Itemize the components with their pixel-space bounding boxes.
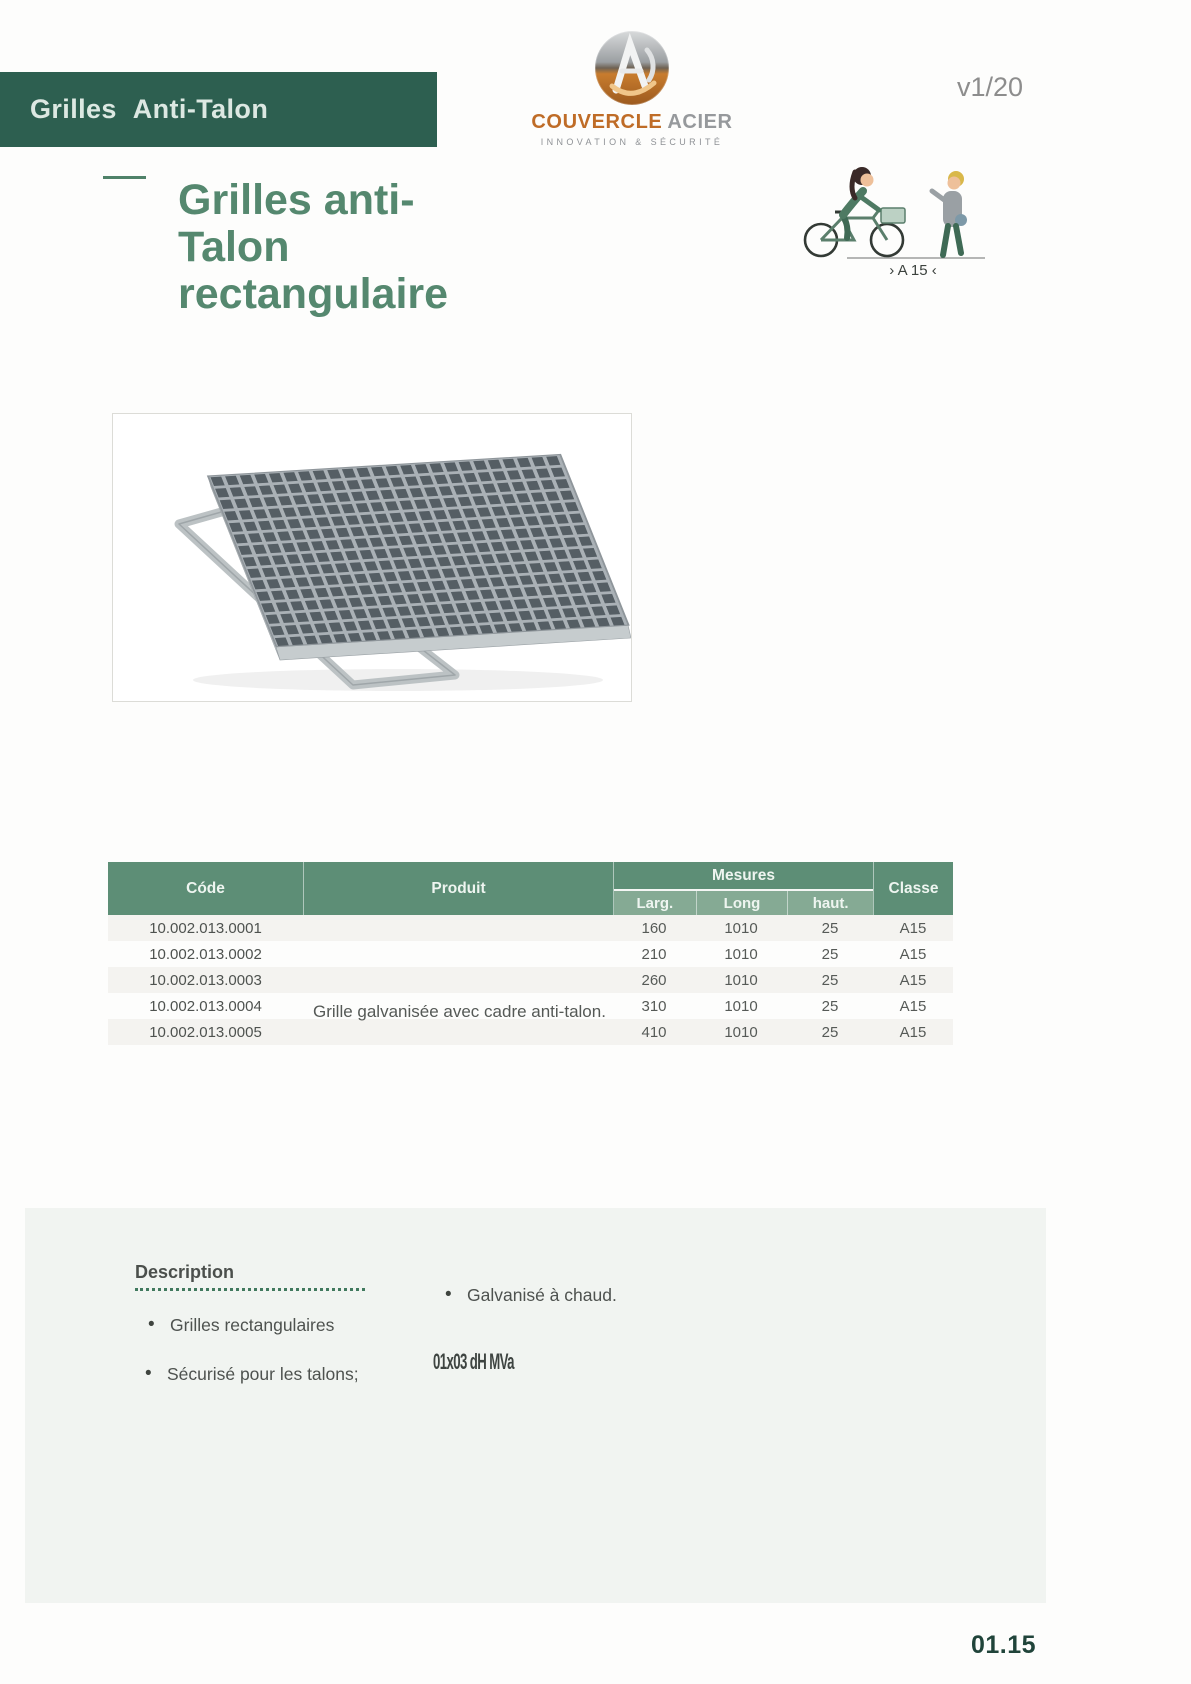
table-row xyxy=(108,967,953,993)
table-header xyxy=(108,862,953,915)
logo-word-couvercle: COUVERCLE xyxy=(531,111,663,133)
cell-classe: A15 xyxy=(899,997,927,1015)
cell-code: 10.002.013.0001 xyxy=(149,919,262,937)
section-banner xyxy=(0,72,437,147)
description-dotted-rule xyxy=(135,1270,365,1291)
col-header-code: Códe xyxy=(186,879,225,897)
cell-long: 1010 xyxy=(724,919,758,937)
grating-product-image xyxy=(113,414,631,701)
cell-haut: 25 xyxy=(821,1023,839,1041)
product-description-text: Grille galvanisée avec cadre anti-talon. xyxy=(313,1002,606,1021)
description-bullet: • Galvanisé à chaud. xyxy=(445,1285,617,1306)
description-bullet: • Sécurisé pour les talons; xyxy=(145,1364,359,1385)
table-row xyxy=(108,915,953,941)
cell-classe: A15 xyxy=(899,919,927,937)
col-header-larg: Larg. xyxy=(636,894,674,912)
company-logo xyxy=(512,26,752,147)
description-note: 01x03 dH MVa xyxy=(433,1349,514,1374)
product-photo xyxy=(112,413,632,702)
description-panel xyxy=(25,1208,1046,1603)
cell-code: 10.002.013.0003 xyxy=(149,971,262,989)
cell-larg: 310 xyxy=(641,997,667,1015)
cell-long: 1010 xyxy=(724,971,758,989)
spec-table xyxy=(108,862,953,1045)
cell-larg: 410 xyxy=(641,1023,667,1041)
page-title-line1: Grilles anti- xyxy=(178,175,415,224)
col-header-haut: haut. xyxy=(787,891,873,915)
cell-code: 10.002.013.0005 xyxy=(149,1023,262,1041)
cell-classe: A15 xyxy=(899,1023,927,1041)
cell-haut: 25 xyxy=(821,971,839,989)
logo-tagline: INNOVATION & SÉCURITÉ xyxy=(540,137,724,147)
cell-long: 1010 xyxy=(724,945,758,963)
col-header-classe: Classe xyxy=(873,862,953,915)
col-header-measures: Mesures xyxy=(712,866,775,884)
logo-mark-icon xyxy=(591,26,673,110)
table-body xyxy=(108,915,953,1045)
col-header-long: Long xyxy=(696,891,788,915)
cell-haut: 25 xyxy=(821,919,839,937)
table-row xyxy=(108,941,953,967)
col-header-measures-group xyxy=(613,862,873,915)
page-title-line3: rectangulaire xyxy=(178,269,449,318)
description-bullet: • Grilles rectangulaires xyxy=(148,1315,334,1336)
title-dash xyxy=(103,176,146,179)
cell-long: 1010 xyxy=(724,1023,758,1041)
logo-wordmark xyxy=(512,111,752,134)
cell-classe: A15 xyxy=(899,945,927,963)
cell-code: 10.002.013.0004 xyxy=(149,997,262,1015)
cell-haut: 25 xyxy=(821,997,839,1015)
cell-larg: 210 xyxy=(641,945,667,963)
page-number: 01.15 xyxy=(971,1631,1037,1659)
banner-title: Grilles Anti-Talon xyxy=(30,94,269,124)
cell-classe: A15 xyxy=(899,971,927,989)
load-class-illustration xyxy=(775,146,990,286)
load-class-label: › A 15 ‹ xyxy=(889,262,937,279)
col-header-product: Produit xyxy=(303,862,613,915)
cell-larg: 260 xyxy=(641,971,667,989)
description-title: Description xyxy=(135,1262,235,1282)
cell-long: 1010 xyxy=(724,997,758,1015)
page-title-line2: Talon xyxy=(178,222,290,271)
cell-larg: 160 xyxy=(641,919,667,937)
logo-word-acier: ACIER xyxy=(667,111,733,133)
cell-code: 10.002.013.0002 xyxy=(149,945,262,963)
page-title xyxy=(178,177,448,318)
measures-subheader xyxy=(614,889,873,915)
bicycle-pedestrian-icon xyxy=(775,146,990,276)
version-label: v1/20 xyxy=(957,72,1024,102)
cell-haut: 25 xyxy=(821,945,839,963)
